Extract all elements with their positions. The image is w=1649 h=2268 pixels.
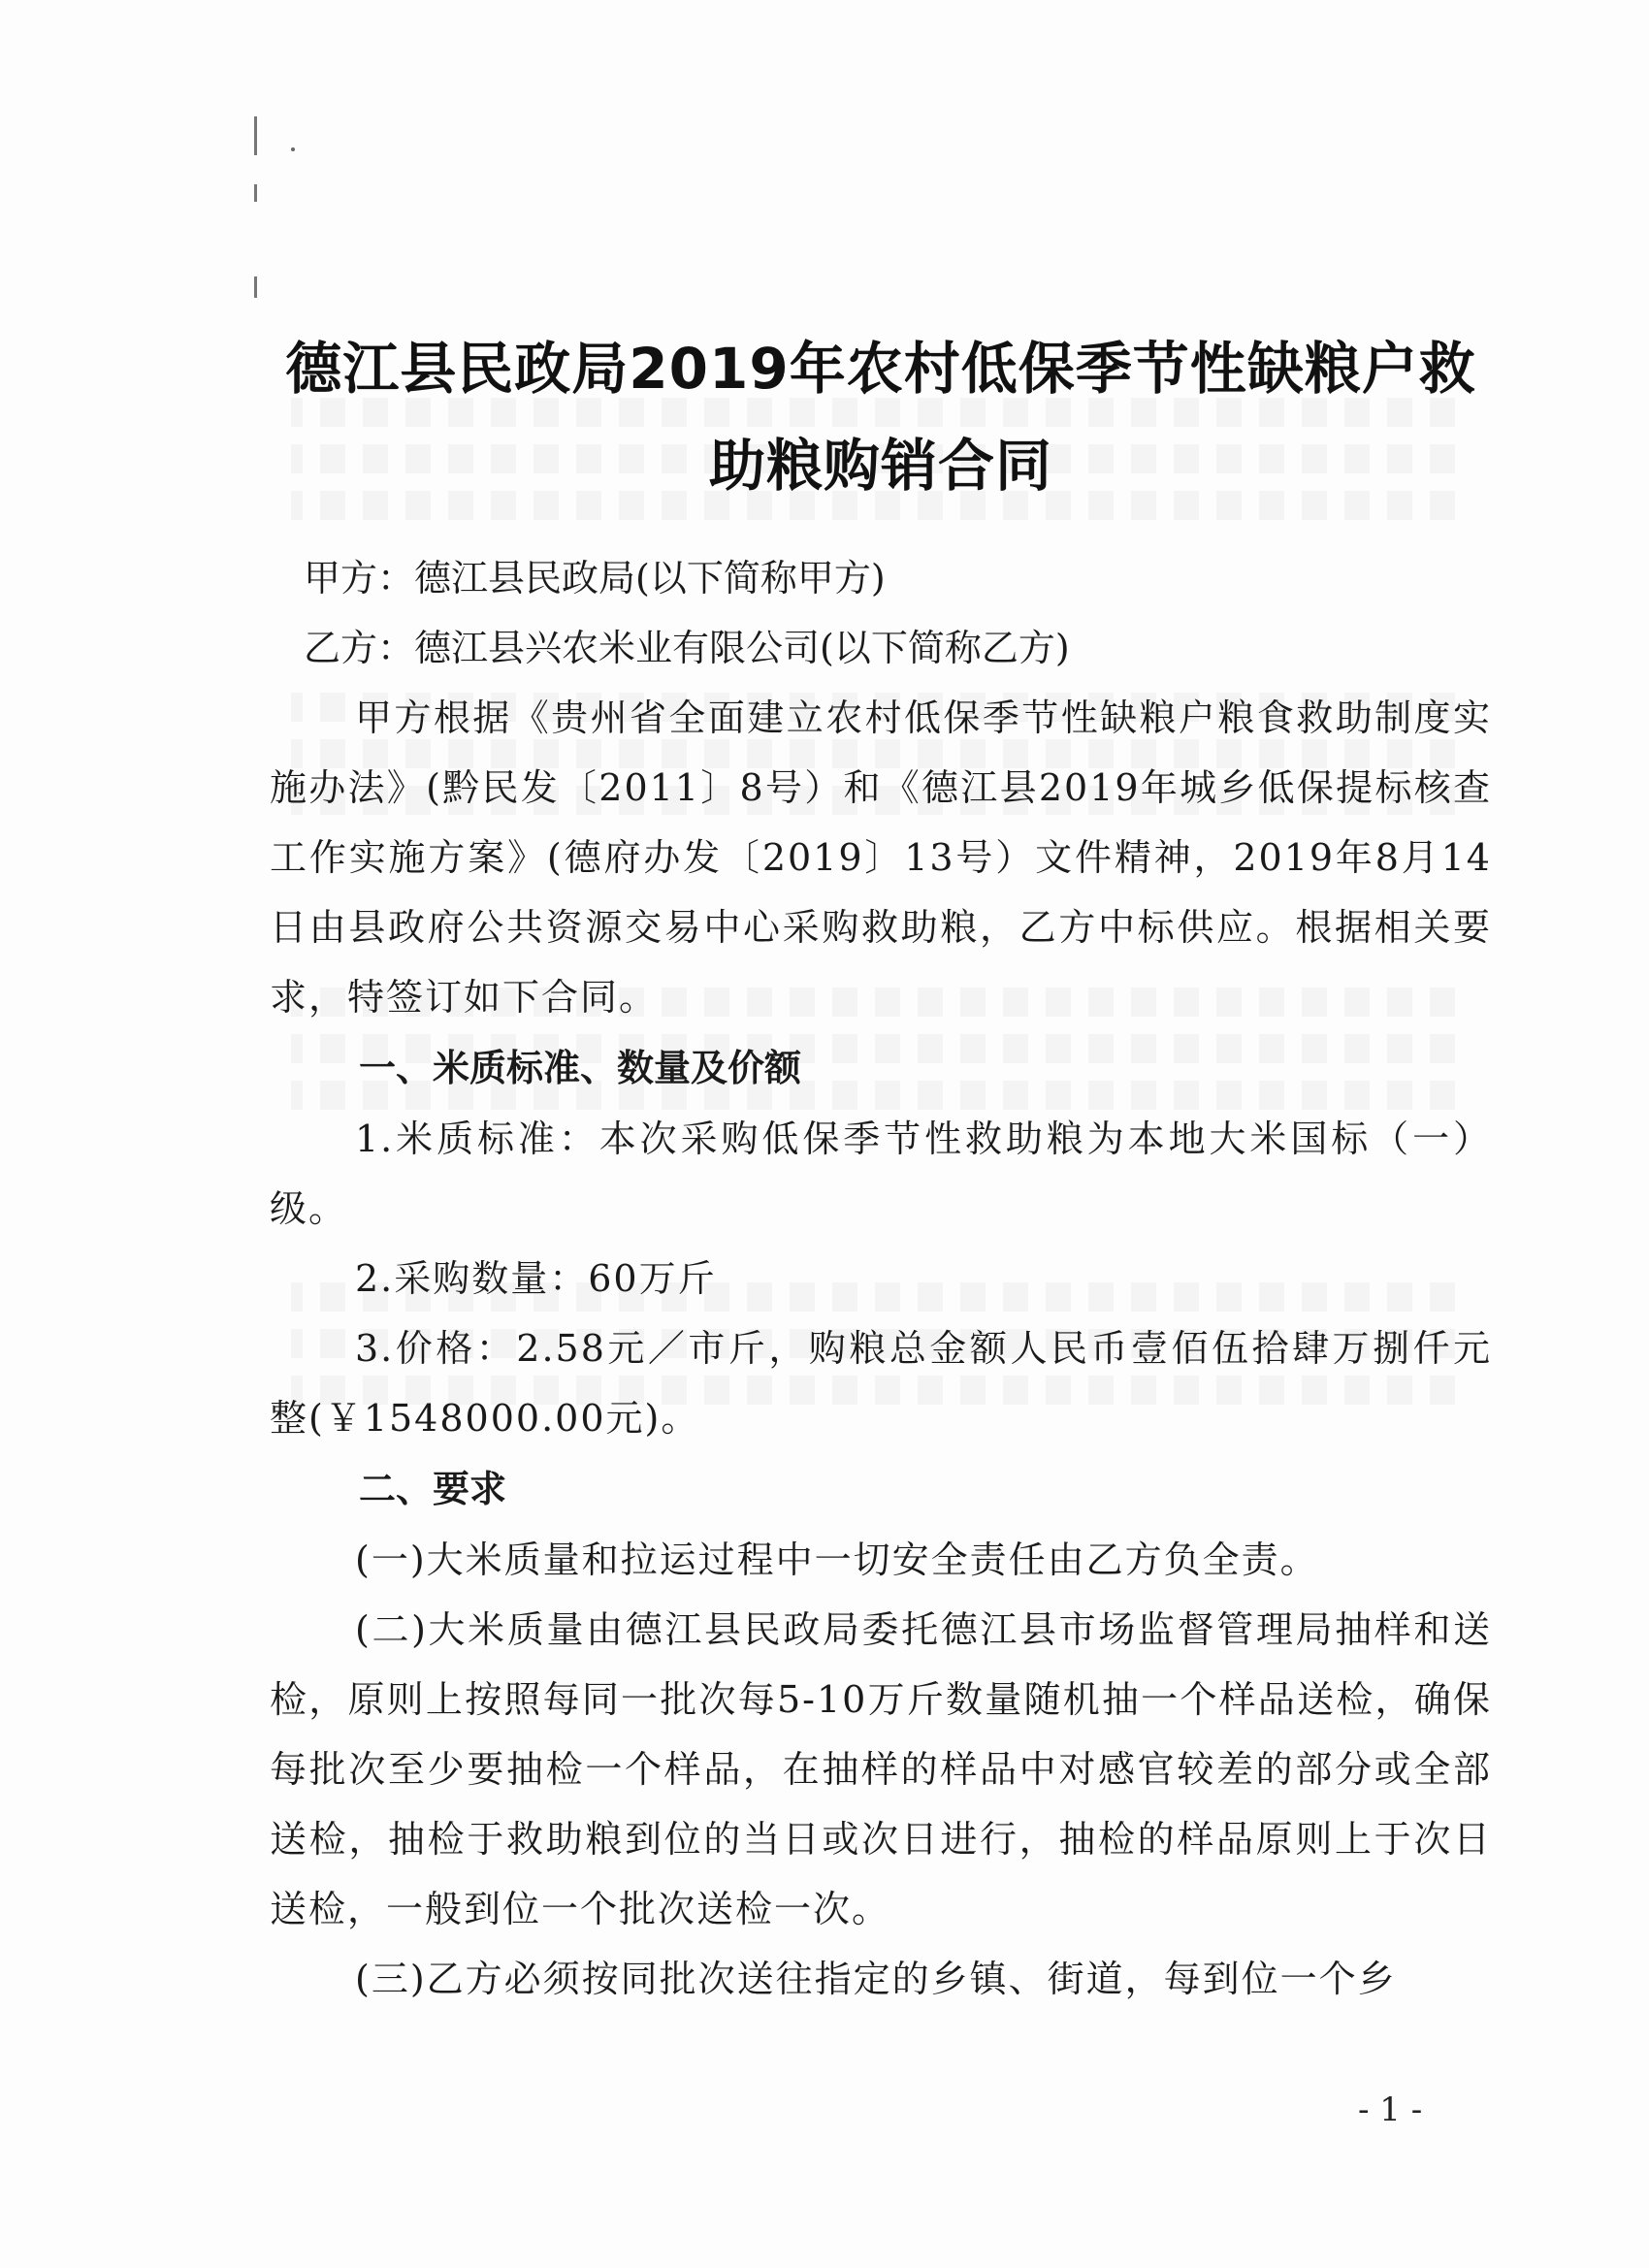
title-line-2: 助粮购销合同 [708,433,1052,499]
binding-mark [254,116,257,155]
requirement-3: (三)乙方必须按同批次送往指定的乡镇、街道，每到位一个乡 [355,1958,1397,2000]
party-a: 甲方：德江县民政局(以下简称甲方) [304,557,886,599]
page-number: - 1 - [1358,2090,1423,2129]
section-heading-2: 二、要求 [359,1468,507,1510]
party-b: 乙方：德江县兴农米业有限公司(以下简称乙方) [304,627,1070,669]
title-line-1: 德江县民政局2019年农村低保季节性缺粮户救 [285,336,1476,402]
binding-mark [254,276,257,298]
item-rice-standard: 1.米质标准：本次采购低保季节性救助粮为本地大米国标（一）级。 [270,1118,1492,1230]
binding-mark [254,184,257,202]
speck [291,147,295,151]
item-price: 3.价格：2.58元／市斤，购粮总金额人民币壹佰伍拾肆万捌仟元整(￥1548000.00元)。 [270,1327,1492,1440]
intro-paragraph: 甲方根据《贵州省全面建立农村低保季节性缺粮户粮食救助制度实施办法》(黔民发〔2011〕8号）和《德江县2019年城乡低保提标核查工作实施方案》(德府办发〔2019〕13号）文件精神，2019年8月14日由县政府公共资源交易中心采购救助粮，乙方中标供应。根据相关要求，特签订如下合同。 [270,697,1492,1019]
document-body [270,320,1492,2014]
item-quantity: 2.采购数量：60万斤 [355,1257,717,1300]
requirement-1: (一)大米质量和拉运过程中一切安全责任由乙方负全责。 [355,1539,1319,1581]
document-title [270,320,1492,514]
section-heading-1: 一、米质标准、数量及价额 [359,1047,802,1089]
requirement-2: (二)大米质量由德江县民政局委托德江县市场监督管理局抽样和送检，原则上按照每同一批次每5-10万斤数量随机抽一个样品送检，确保每批次至少要抽检一个样品，在抽样的样品中对感官较差的部分或全部送检，抽检于救助粮到位的当日或次日进行，抽检的样品原则上于次日送检，一般到位一个批次送检一次。 [270,1608,1492,1930]
